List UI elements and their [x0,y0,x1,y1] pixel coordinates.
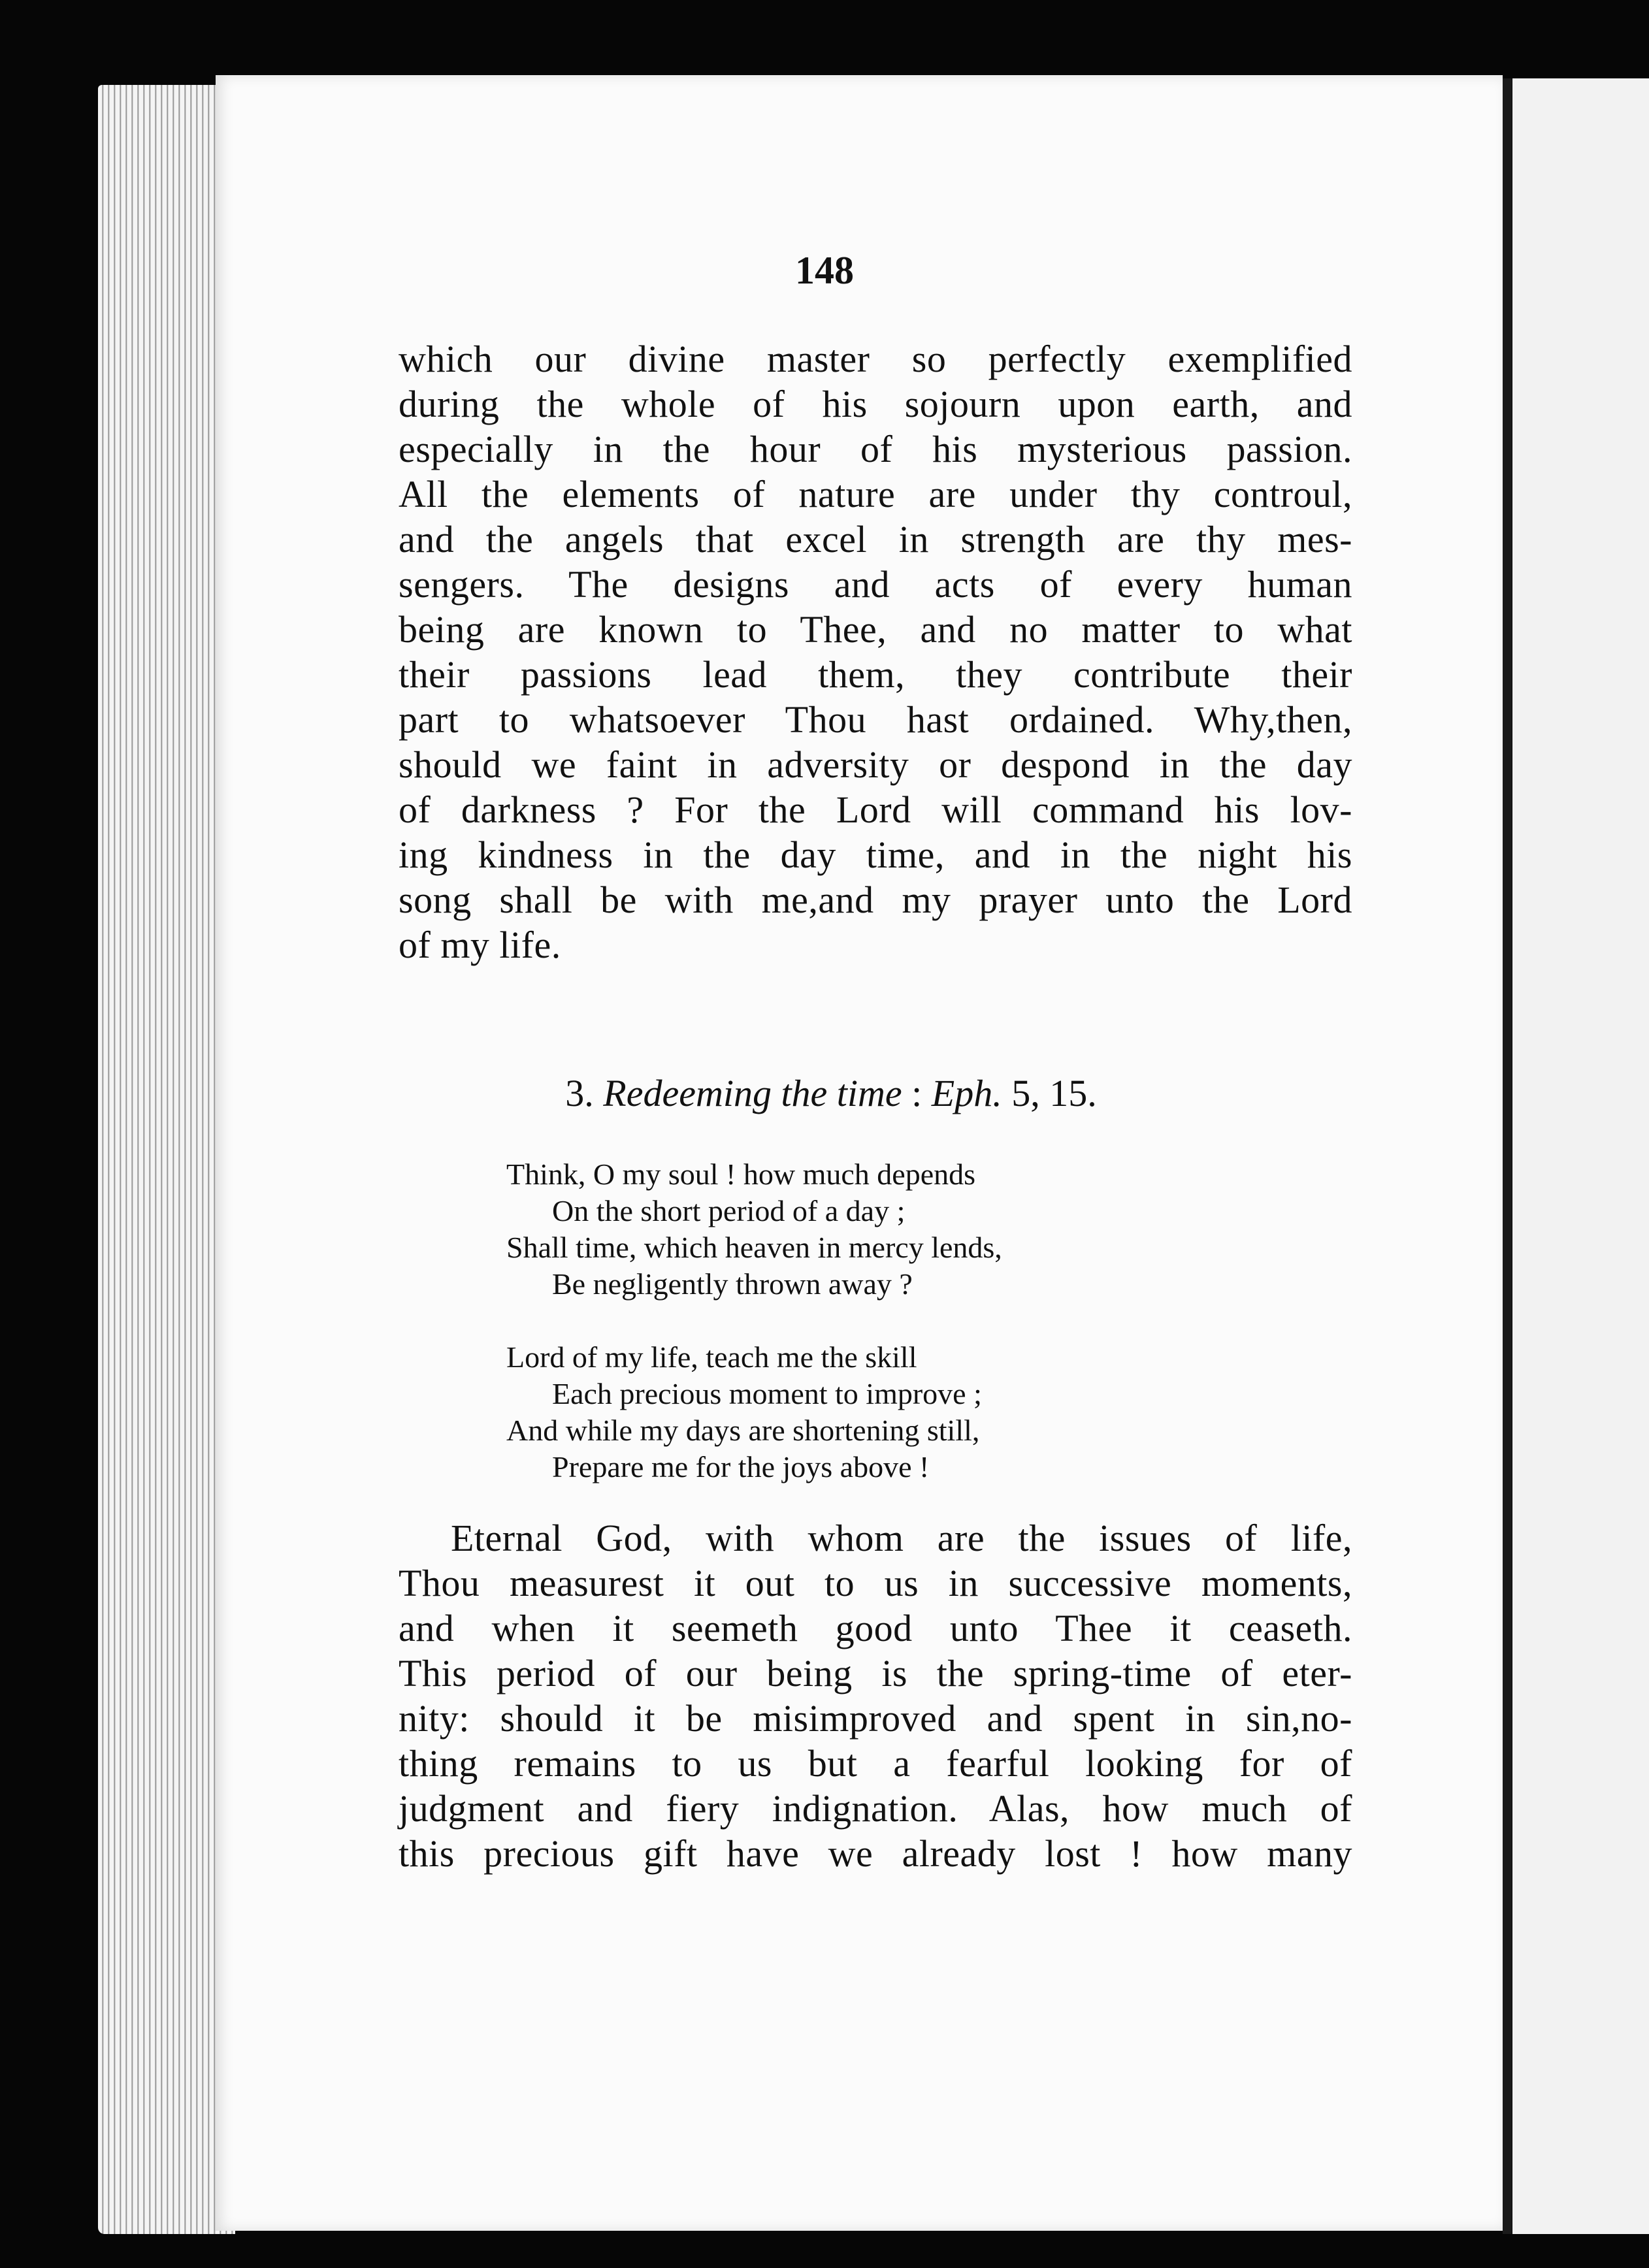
text-line: especially in the hour of his mysterious passion. [399,428,1352,470]
page-number: 148 [795,249,854,292]
text-line: All the elements of nature are under thy controul, [399,473,1352,515]
text-line: nity: should it be misimproved and spent in sin,no- [399,1697,1352,1740]
text-line: and the angels that excel in strength are thy mes- [399,518,1352,560]
paragraph-2 [399,1515,1352,1876]
section-number: 3. [565,1072,594,1114]
text-line: of my life. [399,924,561,966]
scripture-verse: 5, 15. [1002,1072,1097,1114]
text-line: song shall be with me,and my prayer unto the Lord [399,879,1352,921]
text-line: of darkness ? For the Lord will command his lov- [399,788,1352,831]
verse-line: Prepare me for the joys above ! [552,1450,930,1483]
gutter-shadow [1503,78,1512,2234]
verse-line: Shall time, which heaven in mercy lends, [506,1231,1002,1264]
text-line: judgment and fiery indignation. Alas, how much of [399,1787,1352,1830]
text-line: this precious gift have we already lost ! how many [399,1832,1352,1875]
text-line: part to whatsoever Thou hast ordained. Why,then, [399,698,1352,741]
text-line: Thou measurest it out to us in successive moments, [399,1562,1352,1604]
scripture-book: Eph. [931,1072,1002,1114]
text-line: being are known to Thee, and no matter to what [399,608,1352,651]
verse-line: Each precious moment to improve ; [552,1377,982,1410]
text-line: their passions lead them, they contribute their [399,653,1352,696]
text-line: This period of our being is the spring-time of eter- [399,1652,1352,1694]
section-heading [0,1071,1649,1115]
text-line: should we faint in adversity or despond in the day [399,743,1352,786]
text-line: Eternal God, with whom are the issues of life, [451,1517,1352,1559]
hymn-stanza-1 [506,1156,1002,1303]
verse-line: Be negligently thrown away ? [552,1267,913,1301]
section-title: Redeeming the time [603,1072,902,1114]
text-line: which our divine master so perfectly exemplified [399,338,1352,380]
heading-separator: : [902,1072,932,1114]
page-edges [98,85,235,2234]
text-line: thing remains to us but a fearful looking for of [399,1742,1352,1785]
text-line: and when it seemeth good unto Thee it ceaseth. [399,1607,1352,1649]
text-line: ing kindness in the day time, and in the night his [399,834,1352,876]
verse-line: Think, O my soul ! how much depends [506,1158,976,1191]
verse-line: On the short period of a day ; [552,1194,906,1227]
verse-line: Lord of my life, teach me the skill [506,1340,917,1374]
hymn-stanza-2 [506,1339,982,1485]
text-line: during the whole of his sojourn upon earth, and [399,383,1352,425]
paragraph-1 [399,336,1352,967]
text-line: sengers. The designs and acts of every human [399,563,1352,606]
next-leaf-edge [1512,78,1649,2234]
verse-line: And while my days are shortening still, [506,1414,980,1447]
